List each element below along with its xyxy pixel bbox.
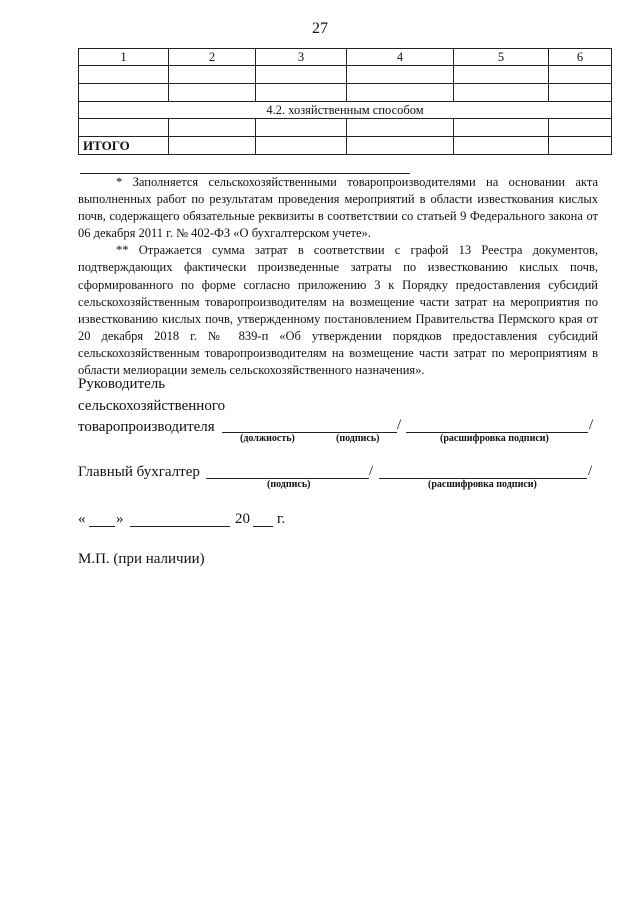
caption-decoding: (расшифровка подписи) — [440, 433, 549, 444]
date-close-quote: » — [116, 511, 124, 527]
table-cell — [347, 137, 454, 155]
column-number: 1 — [79, 49, 169, 66]
table-cell — [79, 66, 169, 84]
section-label: 4.2. хозяйственным способом — [79, 102, 612, 119]
page-number: 27 — [312, 20, 328, 37]
table-row — [79, 66, 612, 84]
date-year-line[interactable] — [253, 526, 273, 527]
column-number: 2 — [169, 49, 256, 66]
slash: / — [397, 417, 402, 433]
table-row — [79, 119, 612, 137]
table-cell — [169, 119, 256, 137]
column-number: 5 — [454, 49, 549, 66]
table-cell — [347, 84, 454, 102]
total-label: ИТОГО — [79, 137, 169, 155]
head-label-line1: Руководитель — [78, 376, 166, 392]
table-cell — [256, 66, 347, 84]
caption-decoding: (расшифровка подписи) — [428, 479, 537, 490]
head-label-line2: сельскохозяйственного — [78, 398, 226, 414]
table-row — [79, 84, 612, 102]
caption-position: (должность) — [240, 433, 295, 444]
table-cell — [256, 119, 347, 137]
table-cell — [549, 84, 612, 102]
date-year-suffix: г. — [277, 511, 286, 527]
table-cell — [454, 66, 549, 84]
table-cell — [256, 84, 347, 102]
table-cell — [347, 66, 454, 84]
date-month-line[interactable] — [130, 526, 230, 527]
table-cell — [549, 66, 612, 84]
date-open-quote: « — [78, 511, 86, 527]
table-cell — [169, 66, 256, 84]
table-total-row — [79, 137, 612, 155]
table-section-row — [79, 102, 612, 119]
slash: / — [589, 417, 594, 433]
column-number: 4 — [347, 49, 454, 66]
table-cell — [549, 119, 612, 137]
date-year-prefix: 20 — [235, 511, 250, 527]
table-cell — [79, 119, 169, 137]
footnotes — [78, 174, 598, 379]
accountant-label: Главный бухгалтер — [78, 464, 200, 480]
table-cell — [169, 137, 256, 155]
table-cell — [347, 119, 454, 137]
footnote-2: ** Отражается сумма затрат в соответствии с графой 13 Реестра документов, подтверждающих фактически произведенные затраты по известкованию кислых почв, сформированного по форме согласно приложению 3 к Порядку предоставления субсидий сельскохозяйственным товаропроизводителям на возмещение части затрат на мероприятия по известкованию кислых почв, утвержденному постановлением Правительства Пермского края от 20 декабря 2018 г. № 839-п «Об утверждении порядков предоставления субсидий сельскохозяйственным товаропроизводителям на возмещение части затрат по мероприятиям в области мелиорации земель сельскохозяйственного назначения». — [78, 243, 598, 378]
caption-signature: (подпись) — [267, 479, 311, 490]
table-cell — [454, 84, 549, 102]
table-cell — [454, 137, 549, 155]
date-day-line[interactable] — [89, 526, 115, 527]
column-number: 3 — [256, 49, 347, 66]
table-cell — [79, 84, 169, 102]
caption-signature: (подпись) — [336, 433, 380, 444]
cost-table — [78, 48, 612, 155]
slash: / — [588, 463, 593, 479]
head-label-line3: товаропроизводителя — [78, 419, 215, 435]
table-cell — [169, 84, 256, 102]
slash: / — [369, 463, 374, 479]
table-header-row — [79, 49, 612, 66]
column-number: 6 — [549, 49, 612, 66]
table-cell — [256, 137, 347, 155]
footnote-1: * Заполняется сельскохозяйственными товаропроизводителями на основании акта выполненных работ по результатам проведения мероприятий в области известкования кислых почв, содержащего обязательные реквизиты в соответствии со статьей 9 Федерального закона от 06 декабря 2011 г. № 402-ФЗ «О бухгалтерском учете». — [78, 175, 598, 241]
stamp-label: М.П. (при наличии) — [78, 551, 205, 567]
table-cell — [549, 137, 612, 155]
table-cell — [454, 119, 549, 137]
